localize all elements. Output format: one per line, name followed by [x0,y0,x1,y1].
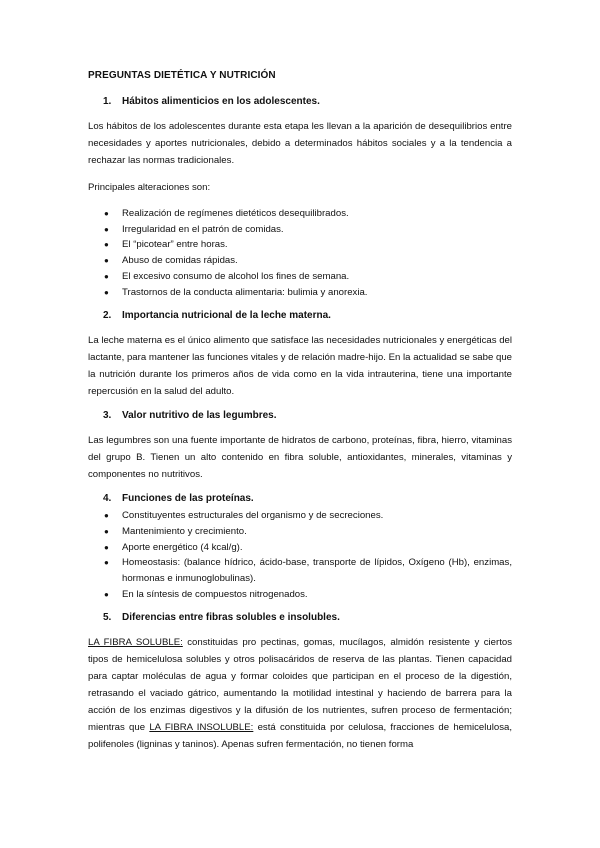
bullet-icon: ● [104,271,109,281]
section-number: 1. [103,96,112,107]
document-title: PREGUNTAS DIETÉTICA Y NUTRICIÓN [88,70,276,81]
bullet-icon: ● [104,511,109,521]
bullet-icon: ● [104,542,109,552]
list-item: ● Abuso de comidas rápidas. [88,253,512,269]
bullet-icon: ● [104,558,109,568]
section-4-list [88,508,512,602]
bullet-icon: ● [104,589,109,599]
section-4-heading [88,493,512,504]
section-5-heading [88,612,512,623]
section-5-paragraph [88,634,512,753]
section-number: 2. [103,310,112,322]
bullet-icon: ● [104,224,109,234]
section-1-intro: Principales alteraciones son: [88,182,211,193]
list-item: ● Trastornos de la conducta alimentaria: bulimia y anorexia. [88,285,512,301]
soluble-fiber-label: LA FIBRA SOLUBLE: [88,637,183,649]
section-heading-text: Diferencias entre fibras solubles e insolubles. [122,612,340,624]
section-heading-text: Importancia nutricional de la leche materna. [122,310,331,322]
section-number: 5. [103,612,112,624]
list-item: ● Mantenimiento y crecimiento. [88,524,512,540]
section-1-list [88,206,512,300]
list-item: ● Aporte energético (4 kcal/g). [88,540,512,556]
list-item: ● En la síntesis de compuestos nitrogenados. [88,587,512,603]
list-item: ● Homeostasis: (balance hídrico, ácido-base, transporte de lípidos, Oxígeno (Hb), enzimas, hormonas e inmunoglobulinas). [88,555,512,586]
section-3-paragraph: Las legumbres son una fuente importante de hidratos de carbono, proteínas, fibra, hierro, vitaminas del grupo B. Tienen un alto contenido en fibra soluble, antioxidantes, minerales, vitaminas y componentes no nutritivos. [88,435,512,481]
list-item: ● Irregularidad en el patrón de comidas. [88,222,512,238]
section-1-paragraph: Los hábitos de los adolescentes durante esta etapa les llevan a la aparición de desequilibrios entre necesidades y aportes nutricionales, debido a determinados hábitos sociales y a la tendencia a rechazar las normas tradicionales. [88,121,512,166]
section-3-heading [88,410,512,421]
bullet-icon: ● [104,526,109,536]
list-item: ● Constituyentes estructurales del organismo y de secreciones. [88,508,512,524]
insoluble-fiber-text: está constituida por celulosa, fracciones de hemicelulosa, polifenoles (ligninas y taninos). Apenas sufren fermentación, no tienen forma [88,722,512,751]
section-2-heading [88,310,512,321]
section-heading-text: Valor nutritivo de las legumbres. [122,410,277,422]
bullet-icon: ● [104,287,109,297]
list-item: ● El “picotear” entre horas. [88,237,512,253]
section-number: 3. [103,410,112,422]
bullet-icon: ● [104,256,109,266]
list-item: ● El excesivo consumo de alcohol los fines de semana. [88,269,512,285]
bullet-icon: ● [104,240,109,250]
section-heading-text: Hábitos alimenticios en los adolescentes. [122,96,320,107]
soluble-fiber-text: constituidas pro pectinas, gomas, mucílagos, almidón resistente y ciertos tipos de hemicelulosa solubles y otros polisacáridos de reserva de las plantas. Tienen capacidad para captar moléculas de agua y formar coloides que participan en el proceso de la digestión, retrasando el vaciado gátrico, aumentando la motilidad intestinal y haciendo de barrera para la acción de los enzimas digestivos y la difusión de los nutrientes, sufren proceso de fermentación; mientras que [88,637,513,734]
section-heading-text: Funciones de las proteínas. [122,493,254,505]
insoluble-fiber-label: LA FIBRA INSOLUBLE: [149,722,254,734]
section-number: 4. [103,493,112,505]
bullet-icon: ● [104,209,109,218]
list-item: ● Realización de regímenes dietéticos desequilibrados. [88,206,512,222]
section-2-paragraph: La leche materna es el único alimento que satisface las necesidades nutricionales y energéticas del lactante, para mantener las funciones vitales y de relación madre-hijo. En la actualidad se sabe que la nutrición durante los primeros años de vida como en la vida intrauterina, tiene una importante repercusión en la salud del adulto. [88,335,512,398]
section-1-heading [88,96,512,107]
